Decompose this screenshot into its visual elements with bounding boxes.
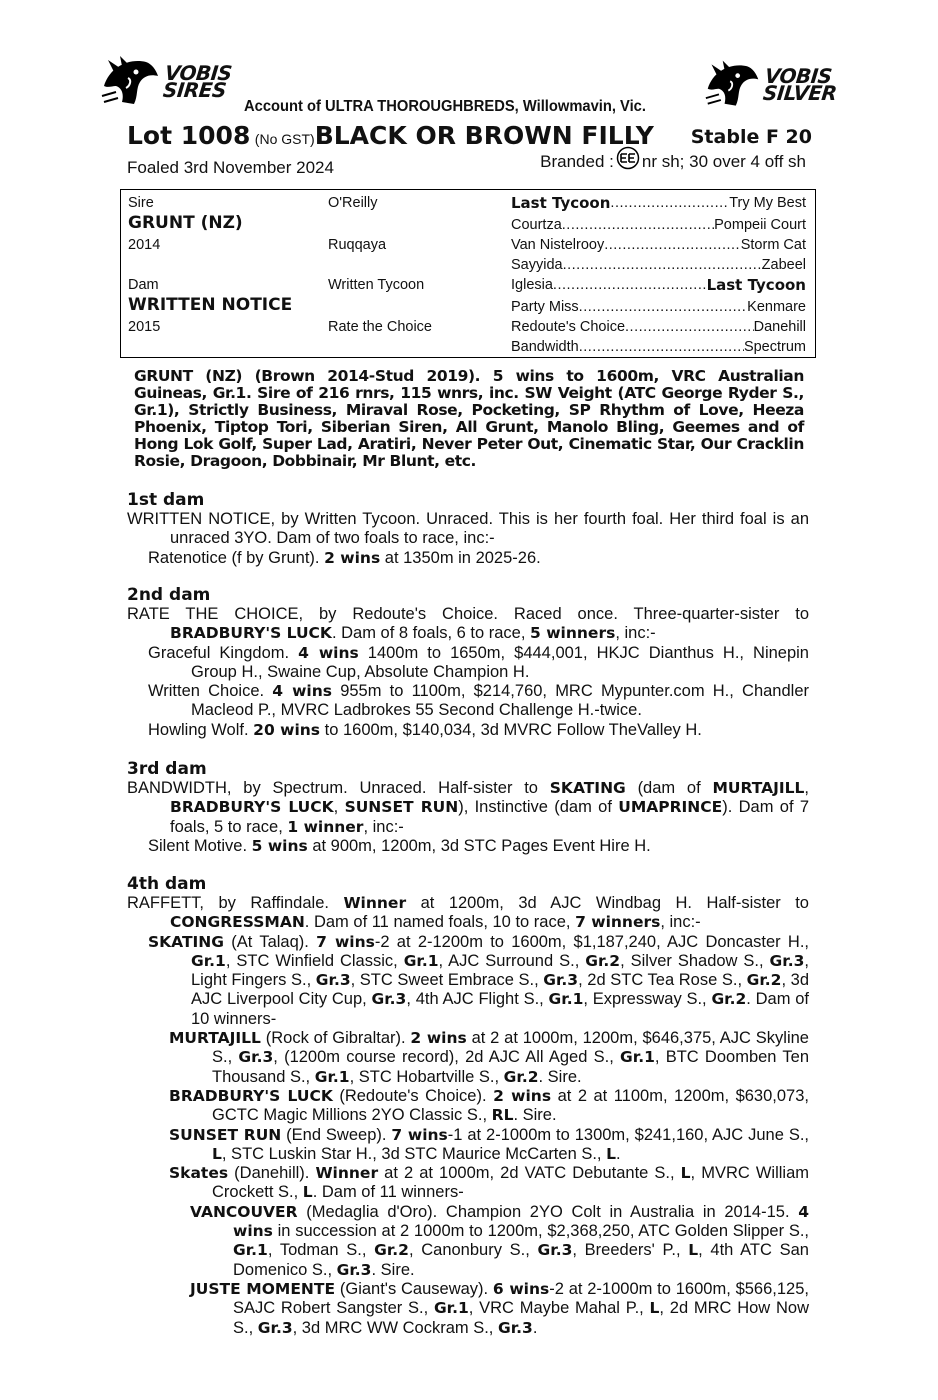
pedigree-table [120, 189, 816, 358]
progeny-entry: Silent Motive. 5 wins at 900m, 1200m, 3d STC Pages Event Hire H. [148, 836, 651, 855]
progeny-entry: Graceful Kingdom. 4 wins 1400m to 1650m, $444,001, HKJC Dianthus H., Ninepin Group H., Swaine Cup, Absolute Champion H. [148, 643, 809, 681]
progeny-entry: Skates (Danehill). Winner at 2 at 1000m, 2d VATC Debutante S., L, MVRC William Crockett S., L. Dam of 11 winners- [169, 1164, 809, 1202]
lot-heading [127, 121, 812, 151]
sire-label: Sire [128, 195, 154, 211]
horse-head-icon [100, 56, 162, 108]
ggen-row: Courtza ..... Pompeii Court [511, 216, 806, 234]
dam-paragraph: WRITTEN NOTICE, by Written Tycoon. Unraced. This is her fourth foal. Her third foal is an unraced 3YO. Dam of two foals to race, inc:- [127, 510, 809, 548]
logo-line2: SILVER [761, 81, 838, 105]
dam-paragraph: BANDWIDTH, by Spectrum. Unraced. Half-sister to SKATING (dam of MURTAJILL, BRADBURY'S LUCK, SUNSET RUN), Instinctive (dam of UMAPRINCE). Dam of 7 foals, 5 to race, 1 winner, inc:- [127, 779, 810, 836]
progeny-entry: MURTAJILL (Rock of Gibraltar). 2 wins at 2 at 1000m, 1200m, $646,375, AJC Skyline S., Gr.3, (1200m course record), 2d AJC All Aged S., Gr.1, BTC Doomben Ten Thousand S., Gr.1, STC Hobartville S., Gr.2. Sire. [169, 1029, 809, 1086]
sire-year: 2014 [128, 237, 161, 253]
ggen-row: Bandwidth ..... Spectrum [511, 338, 806, 356]
horse-head-icon [704, 60, 762, 110]
progeny-entry: SUNSET RUN (End Sweep). 7 wins-1 at 2-1000m to 1300m, $241,160, AJC June S., L, STC Luskin Star H., 3d STC Maurice McCarten S., L. [169, 1125, 809, 1163]
progeny-entry: Howling Wolf. 20 wins to 1600m, $140,034, 3d MVRC Follow TheValley H. [148, 720, 702, 739]
account-line: Account of ULTRA THOROUGHBREDS, Willowmavin, Vic. [244, 98, 646, 115]
dam-name: WRITTEN NOTICE [128, 295, 293, 315]
logo-line1: VOBIS [763, 64, 833, 88]
brand-mark-icon [616, 146, 640, 170]
dam-paragraph: RATE THE CHOICE, by Redoute's Choice. Raced once. Three-quarter-sister to BRADBURY'S LUCK. Dam of 8 foals, 6 to race, 5 winners, inc:- [127, 605, 809, 643]
second-dam-section [127, 585, 809, 740]
branded-label: Branded : [540, 152, 614, 171]
ggen-row: Redoute's Choice ..... Danehill [511, 318, 806, 336]
section-heading: 2nd dam [127, 585, 211, 605]
progeny-entry: Ratenotice (f by Grunt). 2 wins at 1350m in 2025-26. [148, 548, 541, 567]
progeny-entry: VANCOUVER (Medaglia d'Oro). Champion 2YO Colt in Australia in 2014-15. 4 wins in succession at 2 1000m to 1200m, $2,368,250, ATC Golden Slipper S., Gr.1, Todman S., Gr.2, Canonbury S., Gr.3, Breeders' P., L, 4th ATC San Domenico S., Gr.3. Sire. [190, 1202, 809, 1279]
ggen-row: Party Miss ..... Kenmare [511, 298, 806, 316]
progeny-entry: SKATING (At Talaq). 7 wins-2 at 2-1200m to 1600m, $1,187,240, AJC Doncaster H., Gr.1, STC Winfield Classic, Gr.1, AJC Surround S., Gr.2, Silver Shadow S., Gr.3, Light Fingers S., Gr.3, STC Sweet Embrace S., Gr.3, 2d STC Tea Rose S., Gr.2, 3d AJC Liverpool City Cup, Gr.3, 4th AJC Flight S., Gr.1, Expressway S., Gr.2. Dam of 10 winners- [148, 932, 810, 1028]
fourth-dam-section [127, 874, 809, 1338]
ggen-row: Last Tycoon ..... Try My Best [511, 194, 806, 212]
branded-text: nr sh; 30 over 4 off sh [641, 152, 806, 171]
vobis-silver-logo [704, 60, 837, 110]
sire-summary: GRUNT (NZ) (Brown 2014-Stud 2019). 5 wins to 1600m, VRC Australian Guineas, Gr.1. Sire of 216 rnrs, 115 wnrs, inc. SW Veight (ATC George Ryder S., Gr.1), Strictly Business, Miraval Rose, Pocketing, SP Rhythm of Love, Heeza Phoenix, Tiptop Tori, Siberian Siren, All Grunt, Manolo Bling, Geemes and of Hong Lok Golf, Super Lad, Aratiri, Never Peter Out, Cinematic Star, Our Cracklin Rosie, Dragoon, Dobbinair, Mr Blunt, etc. [134, 367, 804, 470]
dam-sire: Written Tycoon [328, 277, 425, 293]
gst-note: (No GST) [254, 131, 315, 147]
lot-title: BLACK OR BROWN FILLY [314, 121, 654, 150]
progeny-entry: Written Choice. 4 wins 955m to 1100m, $214,760, MRC Mypunter.com H., Chandler Macleod P., MVRC Ladbrokes 55 Second Challenge H.-twice. [148, 682, 809, 720]
ggen-row: Sayyida ..... Zabeel [511, 256, 806, 274]
sire-sire: O'Reilly [328, 195, 378, 211]
dam-paragraph: RAFFETT, by Raffindale. Winner at 1200m, 3d AJC Windbag H. Half-sister to CONGRESSMAN. Dam of 11 named foals, 10 to race, 7 winners, inc:- [127, 894, 809, 932]
lot-number: Lot 1008 [127, 121, 251, 150]
ggen-row: Van Nistelrooy ..... Storm Cat [511, 236, 806, 254]
third-dam-section [127, 759, 809, 856]
ggen-row: Iglesia ..... Last Tycoon [511, 276, 806, 294]
dam-label: Dam [128, 277, 159, 293]
first-dam-section [127, 490, 809, 568]
dam-year: 2015 [128, 319, 161, 335]
logo-line2: SIRES [161, 78, 228, 102]
stable-number: Stable F 20 [690, 126, 812, 148]
dam-dam: Rate the Choice [328, 319, 432, 335]
section-heading: 4th dam [127, 874, 207, 894]
sire-dam: Ruqqaya [328, 237, 387, 253]
vobis-sires-logo [100, 56, 231, 108]
branded-info [540, 150, 806, 174]
progeny-entry: JUSTE MOMENTE (Giant's Causeway). 6 wins-2 at 2-1000m to 1600m, $566,125, SAJC Robert Sangster S., Gr.1, VRC Maybe Mahal P., L, 2d MRC How Now S., Gr.3, 3d MRC WW Cockram S., Gr.3. [190, 1279, 809, 1337]
section-heading: 1st dam [127, 490, 205, 510]
progeny-entry: BRADBURY'S LUCK (Redoute's Choice). 2 wins at 2 at 1100m, 1200m, $630,073, GCTC Magic Millions 2YO Classic S., RL. Sire. [169, 1086, 809, 1125]
logo-line1: VOBIS [163, 61, 233, 85]
foaled-date: Foaled 3rd November 2024 [127, 158, 334, 177]
sire-name: GRUNT (NZ) [128, 213, 243, 233]
section-heading: 3rd dam [127, 759, 207, 779]
